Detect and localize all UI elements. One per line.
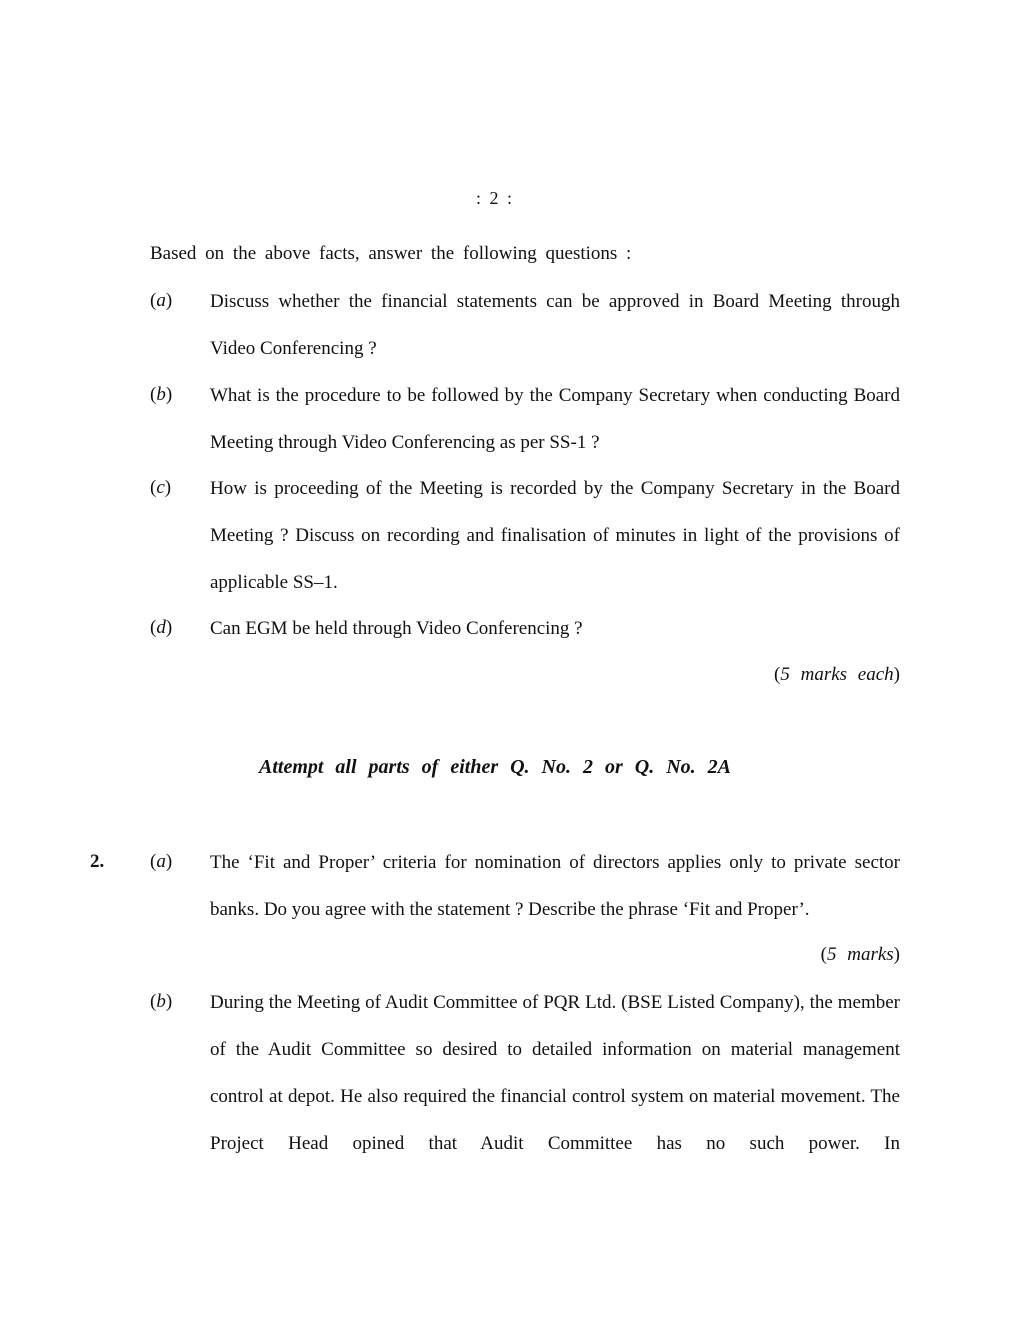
part-letter: d (156, 617, 166, 638)
question-part-2a: The ‘Fit and Proper’ criteria for nomination of directors applies only to private sector banks. Do you agree with the statement ? Describe the phrase ‘Fit and Proper’. (210, 852, 900, 920)
part-letter: b (156, 384, 166, 405)
part-label-d: (d) (150, 617, 173, 638)
part-label-c: (c) (150, 477, 172, 498)
part-letter: b (156, 991, 166, 1012)
marks-q2a: (5 marks) (820, 944, 900, 965)
page-number: : 2 : (475, 188, 514, 208)
question-number-2: 2. (90, 851, 105, 872)
part-letter: c (156, 477, 165, 498)
part-label-2a: (a) (150, 851, 173, 872)
question-part-b: What is the procedure to be followed by the Company Secretary when conducting Board Meeting through Video Conferencing as per SS-1 ? (210, 385, 900, 453)
question-part-d: Can EGM be held through Video Conferencing ? (210, 618, 583, 639)
intro-text: Based on the above facts, answer the following questions : (150, 243, 632, 264)
part-label-b: (b) (150, 384, 173, 405)
marks-q1: (5 marks each) (774, 664, 900, 685)
question-part-2b: During the Meeting of Audit Committee of PQR Ltd. (BSE Listed Company), the member of the Audit Committee so desired to detailed information on material management control at depot. He also required the financial control system on material movement. The Project Head opined that Audit Committee has no such power. In (210, 992, 900, 1154)
instruction: Attempt all parts of either Q. No. 2 or Q. No. 2A (258, 756, 731, 778)
part-letter: a (156, 290, 166, 311)
marks-text: 5 marks (826, 944, 894, 965)
part-label-a: (a) (150, 290, 173, 311)
part-label-2b: (b) (150, 991, 173, 1012)
question-part-a: Discuss whether the financial statements can be approved in Board Meeting through Video Conferencing ? (210, 291, 900, 359)
question-part-c: How is proceeding of the Meeting is recorded by the Company Secretary in the Board Meeting ? Discuss on recording and finalisation of minutes in light of the provisions of applicable SS–1. (210, 478, 900, 593)
part-letter: a (156, 851, 166, 872)
marks-text: 5 marks each (780, 664, 894, 685)
